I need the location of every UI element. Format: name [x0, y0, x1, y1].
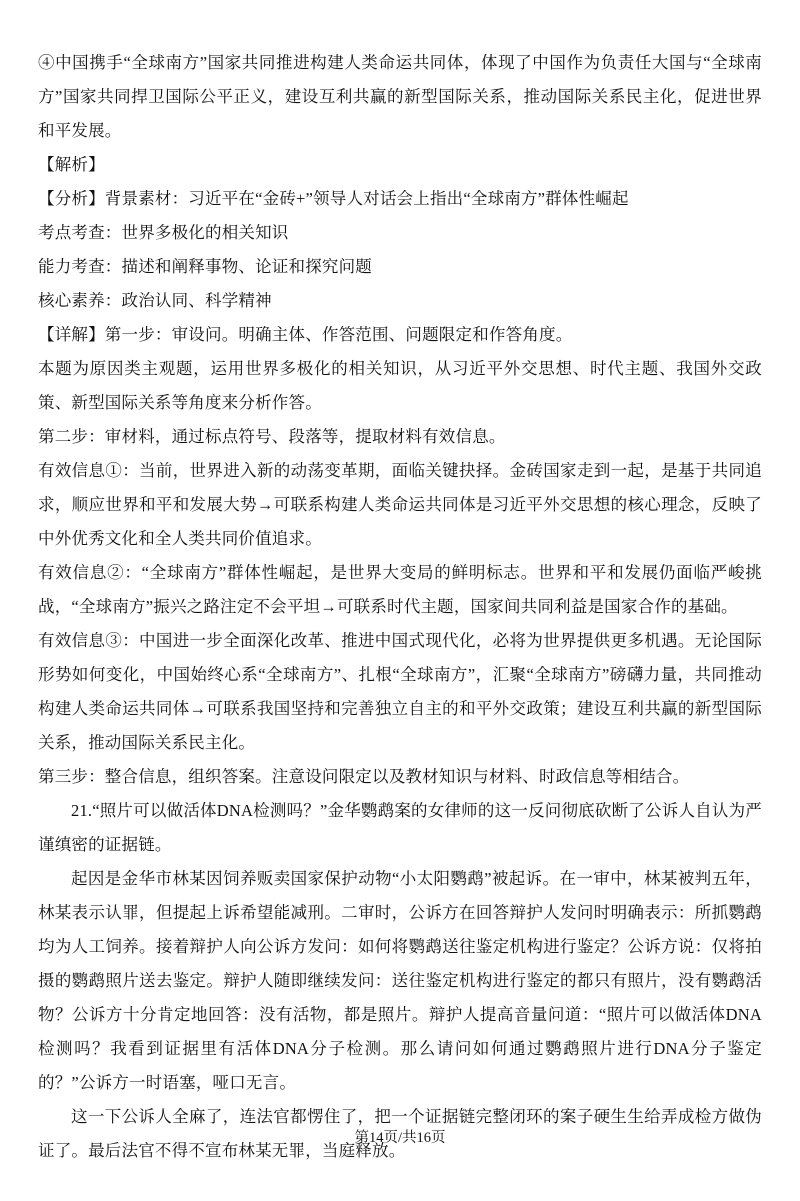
effective-info-3: 有效信息③：中国进一步全面深化改革、推进中国式现代化，必将为世界提供更多机遇。无论国际形势如何变化，中国始终心系“全球南方”、扎根“全球南方”，汇聚“全球南方”磅礴力量，共同推动构建人类命运共同体→可联系我国坚持和完善独立自主的和平外交政策；建设互利共赢的新型国际关系，推动国际关系民主化。 — [38, 631, 762, 752]
step3-line: 第三步：整合信息，组织答案。注意设问限定以及教材知识与材料、时政信息等相结合。 — [38, 767, 690, 786]
answer-point-paragraph: ④中国携手“全球南方”国家共同推进构建人类命运共同体，体现了中国作为负责任大国与“全球南方”国家共同捍卫国际公平正义，建设互利共赢的新型国际关系，推动国际关系民主化，促进世界和平发展。 — [38, 53, 762, 140]
background-material-line: 【分析】背景素材：习近平在“金砖+”领导人对话会上指出“全球南方”群体性崛起 — [38, 189, 629, 208]
core-literacy-line: 核心素养：政治认同、科学精神 — [38, 291, 272, 310]
exam-points-line: 考点考查：世界多极化的相关知识 — [38, 223, 289, 242]
ability-line: 能力考查：描述和阐释事物、论证和探究问题 — [38, 257, 372, 276]
detailed-explanation-step1: 【详解】第一步：审设问。明确主体、作答范围、问题限定和作答角度。 — [38, 325, 573, 344]
step2-line: 第二步：审材料，通过标点符号、段落等，提取材料有效信息。 — [38, 427, 506, 446]
effective-info-2: 有效信息②：“全球南方”群体性崛起，是世界大变局的鲜明标志。世界和平和发展仍面临严峻挑战，“全球南方”振兴之路注定不会平坦→可联系时代主题，国家间共同利益是国家合作的基础。 — [38, 563, 762, 616]
page-footer: 第14页/共16页 — [354, 1130, 446, 1146]
analysis-section-label: 【解析】 — [38, 155, 105, 174]
question-21-conclusion: 这一下公诉人全麻了，连法官都愣住了，把一个证据链完整闭环的案子硬生生给弄成检方做伪证了。最后法官不得不宣布林某无罪，当庭释放。 — [38, 1107, 762, 1160]
question-21-body: 起因是金华市林某因饲养贩卖国家保护动物“小太阳鹦鹉”被起诉。在一审中，林某被判五年，林某表示认罪，但提起上诉希望能减刑。二审时，公诉方在回答辩护人发问时明确表示：所抓鹦鹉均为人工饲养。接着辩护人向公诉方发问：如何将鹦鹉送往鉴定机构进行鉴定？公诉方说：仅将拍摄的鹦鹉照片送去鉴定。辩护人随即继续发问：送往鉴定机构进行鉴定的都只有照片，没有鹦鹉活物？公诉方十分肯定地回答：没有活物，都是照片。辩护人提高音量问道：“照片可以做活体DNA检测吗？我看到证据里有活体DNA分子检测。那么请问如何通过鹦鹉照片进行DNA分子鉴定的？”公诉方一时语塞，哑口无言。 — [38, 869, 762, 1092]
effective-info-1: 有效信息①：当前，世界进入新的动荡变革期，面临关键抉择。金砖国家走到一起，是基于共同追求，顺应世界和平和发展大势→可联系构建人类命运共同体是习近平外交思想的核心理念，反映了中外优秀文化和全人类共同价值追求。 — [38, 461, 762, 548]
question-21-intro: 21.“照片可以做活体DNA检测吗？”金华鹦鹉案的女律师的这一反问彻底砍断了公诉人自认为严谨缜密的证据链。 — [38, 801, 762, 854]
step1-detail-paragraph: 本题为原因类主观题，运用世界多极化的相关知识，从习近平外交思想、时代主题、我国外交政策、新型国际关系等角度来分析作答。 — [38, 359, 762, 412]
document-body — [38, 46, 762, 1168]
